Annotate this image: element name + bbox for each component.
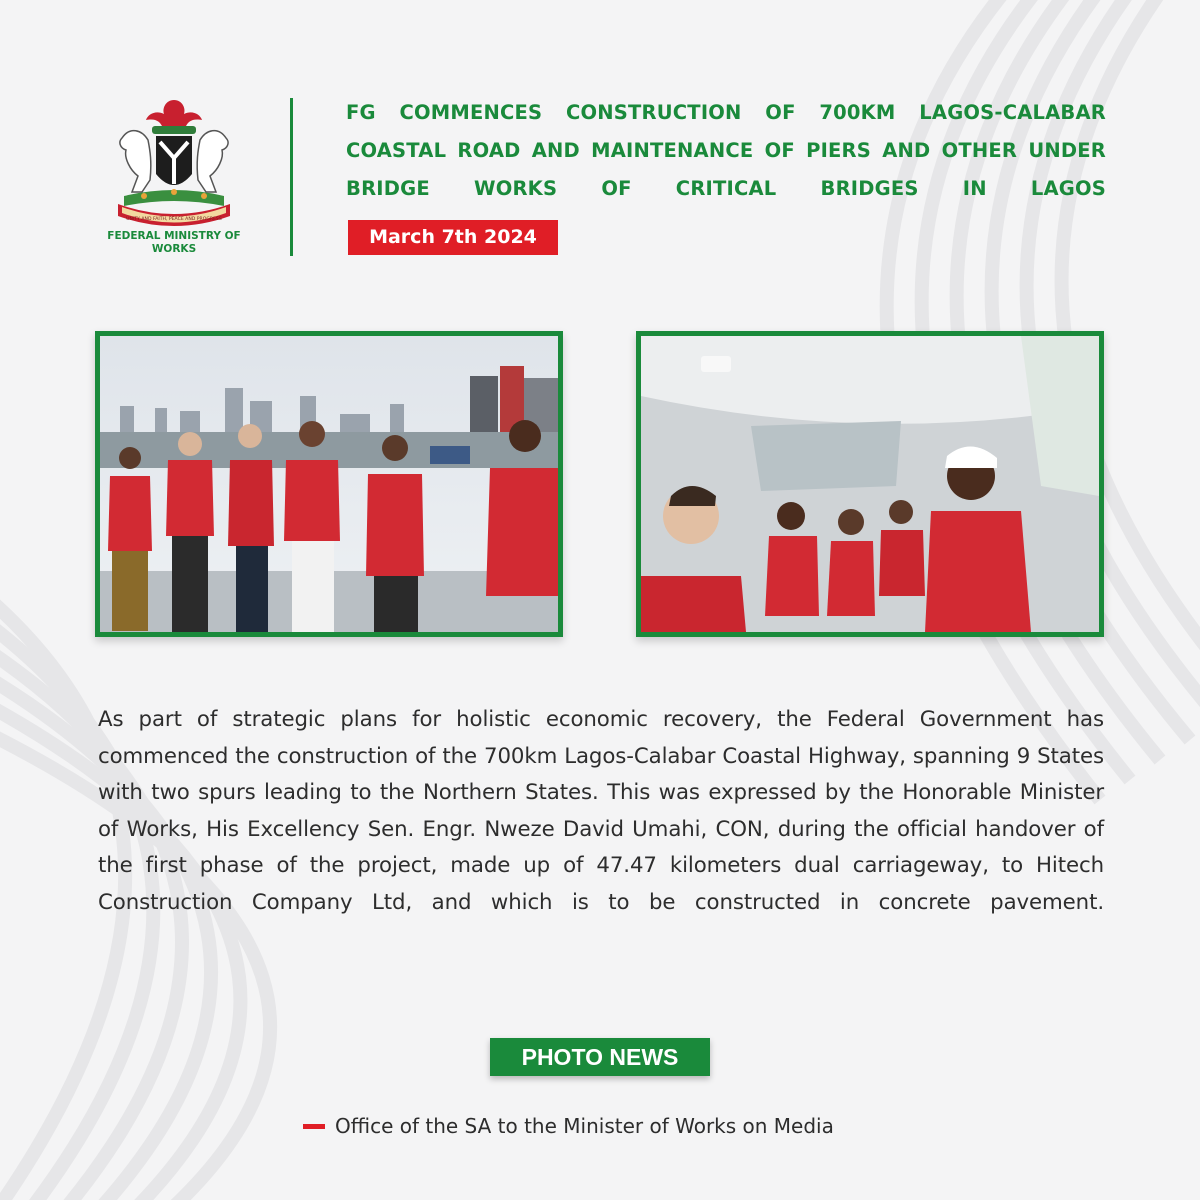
photo-boat-cabin xyxy=(636,331,1104,637)
credit-text: Office of the SA to the Minister of Works on Media xyxy=(335,1114,834,1138)
photo-jetty xyxy=(95,331,563,637)
header-divider xyxy=(290,98,293,256)
credit-line xyxy=(303,1110,834,1142)
date-badge: March 7th 2024 xyxy=(348,220,558,255)
ministry-name: FEDERAL MINISTRY OF WORKS xyxy=(107,230,241,255)
article-body: As part of strategic plans for holistic economic recovery, the Federal Government has commenced the construction of the 700km Lagos-Calabar Coastal Highway, spanning 9 States with two spurs leading to the Northern States. This was expressed by the Honorable Minister of Works, His Excellency Sen. Engr. Nweze David Umahi, CON, during the official handover of the first phase of the project, made up of 47.47 kilometers dual carriageway, to Hitech Construction Company Ltd, and which is to be constructed in concrete pavement. xyxy=(98,707,1104,915)
photo-news-tag: PHOTO NEWS xyxy=(490,1038,710,1076)
logo-motto: UNITY AND FAITH, PEACE AND PROGRESS xyxy=(126,217,222,222)
headline: FG COMMENCES CONSTRUCTION OF 700KM LAGOS-CALABAR COASTAL ROAD AND MAINTENANCE OF PIERS AND OTHER UNDER BRIDGE WORKS OF CRITICAL BRIDGES IN LAGOS xyxy=(346,101,1106,200)
credit-dash-icon xyxy=(303,1124,325,1129)
